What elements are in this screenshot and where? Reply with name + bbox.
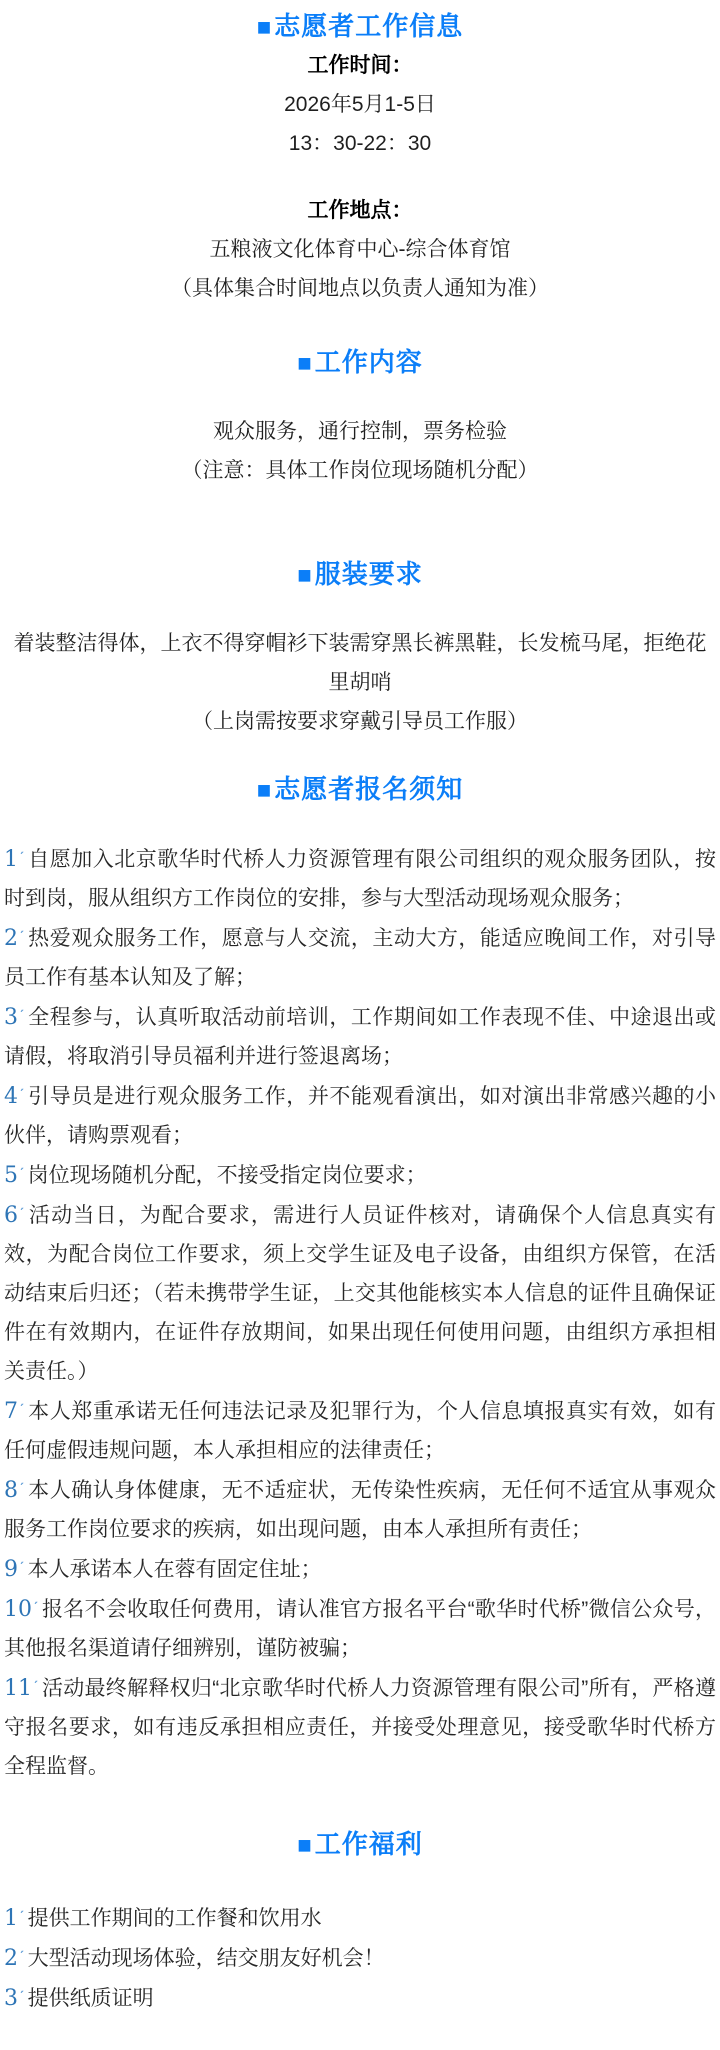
section-heading-benefits-label: 工作福利	[314, 1829, 423, 1859]
item-number: 2	[4, 1946, 18, 1971]
item-tick: ˊ	[33, 1599, 39, 1618]
section-heading-benefits	[0, 1826, 720, 1864]
section-heading-notice-label: 志愿者报名须知	[274, 774, 464, 804]
item-number: 4	[4, 1084, 18, 1109]
item-tick: ˊ	[19, 1086, 25, 1105]
item-text: 引导员是进行观众服务工作，并不能观看演出，如对演出非常感兴趣的小伙伴，请购票观看；	[4, 1085, 716, 1147]
content-line: 观众服务，通行控制，票务检验	[213, 420, 507, 443]
square-bullet-icon: ■	[297, 562, 313, 589]
item-text: 活动最终解释权归“北京歌华时代桥人力资源管理有限公司”所有，严格遵守报名要求，如有违反承担相应责任，并接受处理意见，接受歌华时代桥方全程监督。	[4, 1677, 716, 1778]
section-heading-notice	[0, 771, 720, 809]
item-number: 3	[4, 1986, 18, 2011]
notice-item	[4, 997, 716, 1076]
section-heading-dress	[0, 556, 720, 594]
square-bullet-icon: ■	[297, 1832, 313, 1859]
item-text: 本人郑重承诺无任何违法记录及犯罪行为，个人信息填报真实有效，如有任何虚假违规问题，本人承担相应的法律责任；	[4, 1400, 716, 1462]
notice-item	[4, 1668, 716, 1786]
item-number: 6	[4, 1203, 18, 1228]
content-note: （注意：具体工作岗位现场随机分配）	[181, 459, 539, 482]
item-tick: ˊ	[19, 1480, 25, 1499]
item-number: 8	[4, 1478, 18, 1503]
benefit-item	[4, 1938, 716, 1978]
item-number: 3	[4, 1005, 18, 1030]
item-number: 11	[4, 1676, 32, 1701]
notice-item	[4, 1470, 716, 1549]
item-tick: ˊ	[19, 1007, 25, 1026]
square-bullet-icon: ■	[297, 350, 313, 377]
item-text: 活动当日，为配合要求，需进行人员证件核对，请确保个人信息真实有效，为配合岗位工作要求，须上交学生证及电子设备，由组织方保管，在活动结束后归还；（若未携带学生证，上交其他能核实本人信息的证件且确保证件在有效期内，在证件存放期间，如果出现任何使用问题，由组织方承担相关责任。）	[4, 1204, 716, 1383]
square-bullet-icon: ■	[256, 777, 273, 804]
section-heading-info-label: 志愿者工作信息	[274, 11, 464, 41]
item-tick: ˊ	[19, 928, 25, 947]
item-tick: ˊ	[19, 1165, 25, 1184]
item-number: 5	[4, 1163, 18, 1188]
notice-item	[4, 1391, 716, 1470]
notice-item	[4, 918, 716, 997]
work-time-label: 工作时间：	[307, 54, 413, 77]
notice-item	[4, 1589, 716, 1668]
notice-list	[0, 839, 720, 1786]
dress-note: （上岗需按要求穿戴引导员工作服）	[192, 710, 528, 733]
item-number: 1	[4, 1906, 18, 1931]
item-tick: ˊ	[33, 1678, 39, 1697]
item-tick: ˊ	[19, 849, 25, 868]
item-text: 本人承诺本人在蓉有固定住址；	[27, 1558, 322, 1581]
section-heading-info	[0, 8, 720, 46]
item-number: 10	[4, 1597, 32, 1622]
dress-line: 着装整洁得体，上衣不得穿帽衫下装需穿黑长裤黑鞋，长发梳马尾，拒绝花里胡哨	[13, 632, 707, 694]
benefit-item	[4, 1978, 716, 2018]
item-number: 7	[4, 1399, 18, 1424]
item-tick: ˊ	[19, 1908, 25, 1927]
benefits-list	[0, 1898, 720, 2018]
square-bullet-icon: ■	[256, 14, 273, 41]
item-tick: ˊ	[19, 1401, 25, 1420]
notice-item	[4, 839, 716, 918]
item-text: 岗位现场随机分配，不接受指定岗位要求；	[27, 1164, 427, 1187]
section-heading-dress-label: 服装要求	[314, 559, 423, 589]
item-text: 大型活动现场体验，结交朋友好机会！	[27, 1947, 385, 1970]
notice-item	[4, 1076, 716, 1155]
notice-item	[4, 1195, 716, 1391]
item-text: 热爱观众服务工作，愿意与人交流，主动大方，能适应晚间工作，对引导员工作有基本认知及了解；	[4, 927, 716, 989]
item-tick: ˊ	[19, 1948, 25, 1967]
notice-item	[4, 1155, 716, 1195]
location-label: 工作地点：	[307, 199, 413, 222]
section-heading-content	[0, 344, 720, 382]
item-tick: ˊ	[19, 1988, 25, 2007]
item-text: 提供纸质证明	[27, 1987, 154, 2010]
section-heading-content-label: 工作内容	[314, 347, 423, 377]
item-number: 2	[4, 926, 18, 951]
location-value: 五粮液文化体育中心-综合体育馆	[209, 238, 511, 261]
work-time-date: 2026年5月1-5日	[284, 93, 436, 116]
item-text: 全程参与，认真听取活动前培训，工作期间如工作表现不佳、中途退出或请假，将取消引导员福利并进行签退离场；	[4, 1006, 716, 1068]
work-time-hours: 13：30-22：30	[288, 132, 432, 155]
item-tick: ˊ	[19, 1205, 25, 1224]
item-text: 报名不会收取任何费用，请认准官方报名平台“歌华时代桥”微信公众号，其他报名渠道请仔细辨别，谨防被骗；	[4, 1598, 716, 1660]
notice-item	[4, 1549, 716, 1589]
item-tick: ˊ	[19, 1559, 25, 1578]
location-note: （具体集合时间地点以负责人通知为准）	[171, 277, 549, 300]
item-text: 自愿加入北京歌华时代桥人力资源管理有限公司组织的观众服务团队，按时到岗，服从组织方工作岗位的安排，参与大型活动现场观众服务；	[4, 848, 716, 910]
item-text: 提供工作期间的工作餐和饮用水	[27, 1907, 322, 1930]
item-text: 本人确认身体健康，无不适症状，无传染性疾病，无任何不适宜从事观众服务工作岗位要求的疾病，如出现问题，由本人承担所有责任；	[4, 1479, 716, 1541]
item-number: 1	[4, 847, 18, 872]
item-number: 9	[4, 1557, 18, 1582]
benefit-item	[4, 1898, 716, 1938]
